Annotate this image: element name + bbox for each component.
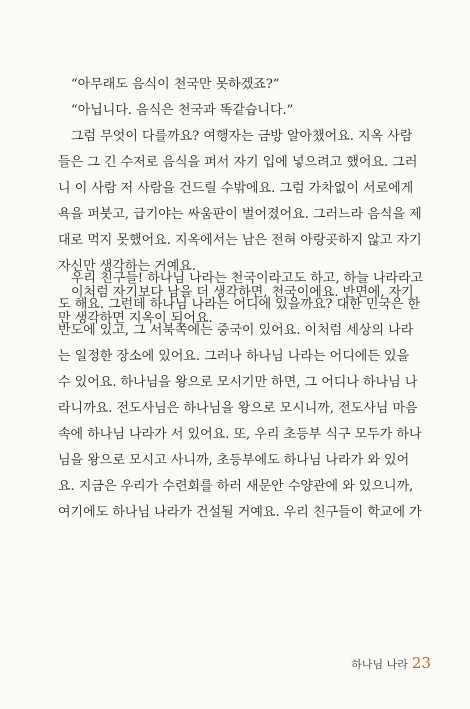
text-line: 그럼 무엇이 다를까요? 여행자는 금방 알아챘어요. 지옥 사람: [71, 129, 413, 144]
text-line: 도 해요. 그런데 하나님 나라는 어디에 있을까요? 대한 민국은 한: [58, 297, 421, 312]
running-chapter-title: 하나님 나라: [351, 658, 408, 671]
dialogue-question: [58, 72, 430, 98]
dialogue-answer: [58, 98, 430, 124]
text-line: 자신만 생각하는 거예요.: [58, 259, 196, 274]
paragraph: [58, 124, 430, 280]
text-line: 님을 왕으로 모시고 사니까, 초등부에도 하나님 나라가 와 있어: [58, 453, 410, 468]
text-line: 수 있어요. 하나님을 왕으로 모시기만 하면, 그 어디나 하나님 나: [58, 375, 418, 390]
text-line: 욕을 퍼붓고, 급기야는 싸움판이 벌어졌어요. 그러느라 음식을 제: [58, 207, 422, 222]
text-line: 는 일정한 장소에 있어요. 그러나 하나님 나라는 어디에든 있을: [58, 349, 410, 364]
text-line: “아무래도 음식이 천국만 못하겠죠?”: [71, 77, 280, 92]
text-line: 들은 그 긴 수저로 음식을 퍼서 자기 입에 넣으려고 했어요. 그러: [58, 155, 418, 170]
text-line: 속에 하나님 나라가 서 있어요. 또, 우리 초등부 식구 모두가 하나: [58, 427, 422, 442]
paragraph: [58, 266, 430, 526]
text-block-lower: [58, 266, 430, 526]
text-line: 만 생각하면 지옥이 되어요.: [58, 311, 213, 326]
text-line: 라니까요. 전도사님은 하나님을 왕으로 모시니까, 전도사님 마음: [58, 401, 418, 416]
text-line: 요. 지금은 우리가 수련회를 하러 새문안 수양관에 와 있으니까,: [58, 479, 414, 494]
text-line: 여기에도 하나님 나라가 건설될 거예요. 우리 친구들이 학교에 가: [58, 505, 422, 520]
text-line: 우리 친구들! 하나님 나라는 천국이라고도 하고, 하늘 나라라고: [71, 271, 424, 286]
text-line: “아닙니다. 음식은 천국과 똑같습니다.”: [71, 103, 294, 118]
text-line: 반도에 있고, 그 서북쪽에는 중국이 있어요. 이처럼 세상의 나라: [58, 323, 414, 338]
text-line: 니 이 사람 저 사람을 건드릴 수밖에요. 그럼 가차없이 서로에게: [58, 181, 414, 196]
text-line: 대로 먹지 못했어요. 지옥에서는 남은 전혀 아랑곳하지 않고 자기: [58, 233, 422, 248]
page-number: 23: [411, 654, 431, 672]
text-line: 이처럼 자기보다 남을 더 생각하면, 천국이에요. 반면에, 자기: [71, 285, 414, 300]
page-footer: [351, 654, 431, 672]
